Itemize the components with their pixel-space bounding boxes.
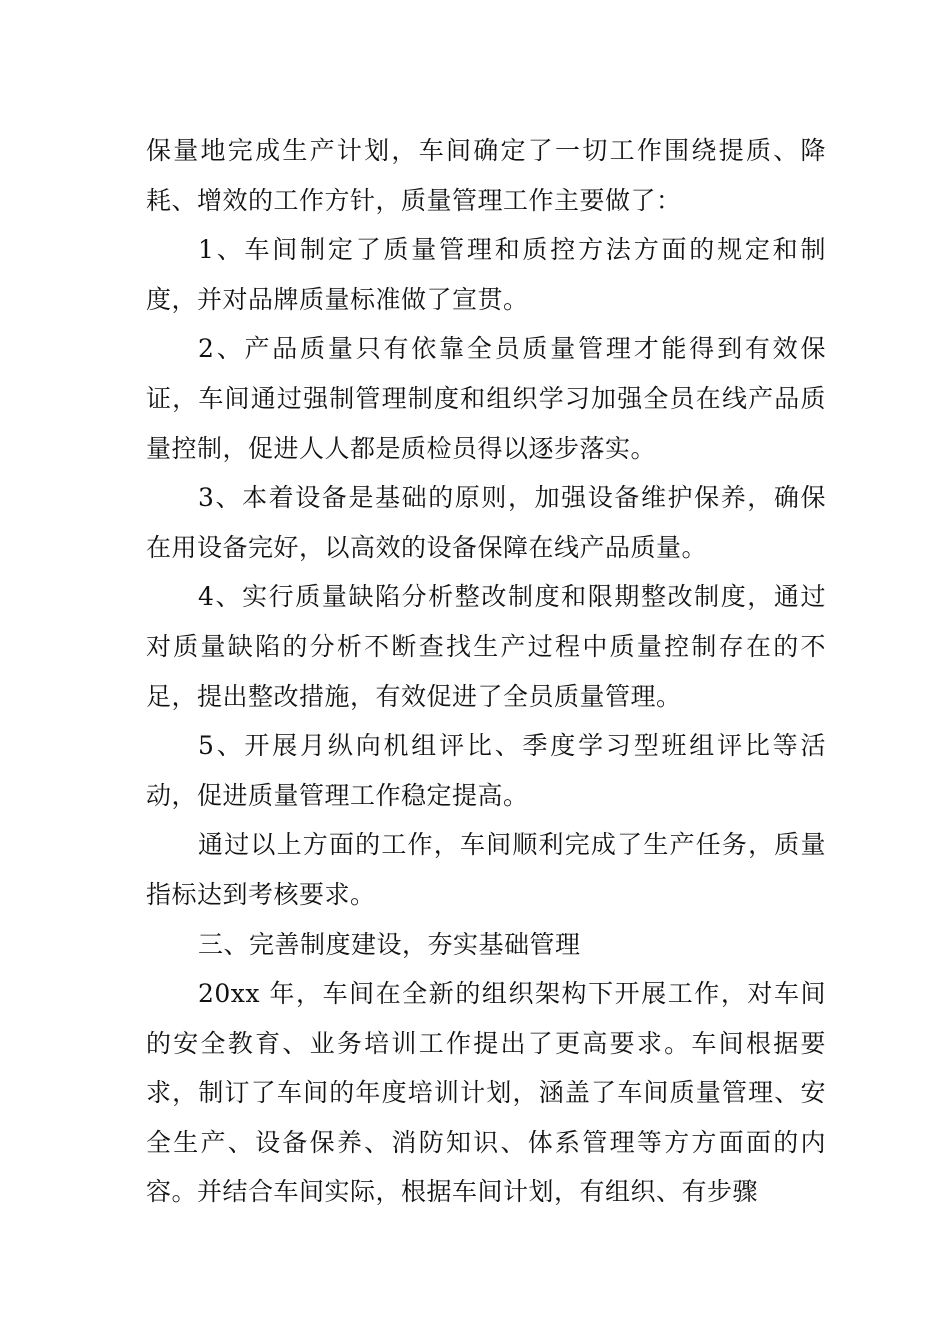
document-body <box>146 126 826 1217</box>
section-heading: 三、完善制度建设，夯实基础管理 <box>198 929 581 959</box>
paragraph-4: 3、本着设备是基础的原则，加强设备维护保养，确保在用设备完好，以高效的设备保障在线产品质量。 <box>146 483 826 562</box>
paragraph-3: 2、产品质量只有依靠全员质量管理才能得到有效保证，车间通过强制管理制度和组织学习加强全员在线产品质量控制，促进人人都是质检员得以逐步落实。 <box>146 334 826 463</box>
paragraph-2: 1、车间制定了质量管理和质控方法方面的规定和制度，并对品牌质量标准做了宣贯。 <box>146 235 826 314</box>
paragraph-9: 20xx 年，车间在全新的组织架构下开展工作，对车间的安全教育、业务培训工作提出了更高要求。车间根据要求，制订了车间的年度培训计划，涵盖了车间质量管理、安全生产、设备保养、消防知识、体系管理等方方面面的内容。并结合车间实际，根据车间计划，有组织、有步骤 <box>146 979 826 1207</box>
paragraph-6: 5、开展月纵向机组评比、季度学习型班组评比等活动，促进质量管理工作稳定提高。 <box>146 731 826 810</box>
paragraph-1: 保量地完成生产计划，车间确定了一切工作围绕提质、降耗、增效的工作方针，质量管理工作主要做了： <box>146 136 826 215</box>
paragraph-7: 通过以上方面的工作，车间顺利完成了生产任务，质量指标达到考核要求。 <box>146 830 826 909</box>
paragraph-5: 4、实行质量缺陷分析整改制度和限期整改制度，通过对质量缺陷的分析不断查找生产过程中质量控制存在的不足，提出整改措施，有效促进了全员质量管理。 <box>146 582 826 711</box>
